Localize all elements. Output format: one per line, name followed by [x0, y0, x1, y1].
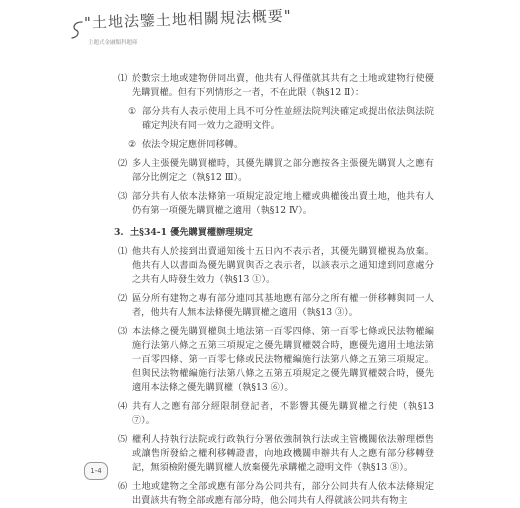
- sub-item-1: ① 部分共有人表示使用上具不可分性並經法院判決確定或提出依法與法院確定判決有同一效力之證明文件。: [128, 106, 434, 131]
- paragraph-9: ⑹ 土地或建物之全部或應有部分為公同共有，部分公同共有人依本法條規定出賣該共有物全部或應有部分時，他公同共有人得就該公同共有物主: [118, 481, 434, 506]
- chapter-title: "土地法鑒土地相關規法概要": [83, 6, 293, 32]
- paragraph-7: ⑷ 共有人之應有部分經限制登記者，不影響其優先購買權之行使（執§13 ⑦）。: [118, 401, 434, 426]
- swirl-ornament-icon: [70, 20, 84, 40]
- chapter-header: [83, 6, 293, 46]
- sub-item-2: ② 依法令規定應併同移轉。: [128, 139, 244, 150]
- paragraph-1: ⑴ 於數宗土地或建物併同出賣，他共有人得僅就其共有之土地或建物行使優先購買權。但有下列情形之一者，不在此限（執§12 Ⅱ）：: [118, 73, 434, 98]
- document-body: [114, 72, 434, 508]
- paragraph-6: ⑶ 本法條之優先購買權與土地法第一百零四條、第一百零七條或民法物權編施行法第八條之五第三項規定之優先購買權競合時，應優先適用土地法第一百零四條、第一百零七條或民法物權編施行法第八條之五第三項規定。但與民法物權編施行法第八條之五第五項規定之優先購買權競合時，優先適用本法條之優先購買權（執§13 ⑥）。: [118, 326, 434, 393]
- paragraph-4: ⑴ 他共有人於接到出賣通知後十五日內不表示者，其優先購買權視為放棄。他共有人以書面為優先購買與否之表示者，以該表示之通知達到同意處分之共有人時發生效力（執§13 ①）。: [118, 246, 434, 285]
- section-heading: 3. 土§34-1 優先購買權辦理規定: [114, 227, 253, 238]
- page-number: 1-4: [84, 462, 108, 480]
- paragraph-8: ⑸ 權利人持執行法院或行政執行分署依強制執行法或主管機關依法辦理標售或讓售所發給之權利移轉證書，向地政機關申辦共有人之應有部分移轉登記，無須檢附優先購買權人放棄優先承購權之證明文件（執§13 ⑧）。: [118, 434, 434, 473]
- paragraph-5: ⑵ 區分所有建物之專有部分連同其基地應有部分之所有權一併移轉與同一人者，他共有人無本法條優先購買權之適用（執§13 ③）。: [118, 293, 434, 318]
- chapter-subtitle: 主題式金融類科題庫: [88, 40, 138, 46]
- paragraph-2: ⑵ 多人主張優先購買權時，其優先購買之部分應按各主張優先購買人之應有部分比例定之（執§12 Ⅲ）。: [118, 158, 434, 183]
- paragraph-3: ⑶ 部分共有人依本法條第一項規定設定地上權或典權後出賣土地，他共有人仍有第一項優先購買權之適用（執§12 Ⅳ）。: [118, 191, 434, 216]
